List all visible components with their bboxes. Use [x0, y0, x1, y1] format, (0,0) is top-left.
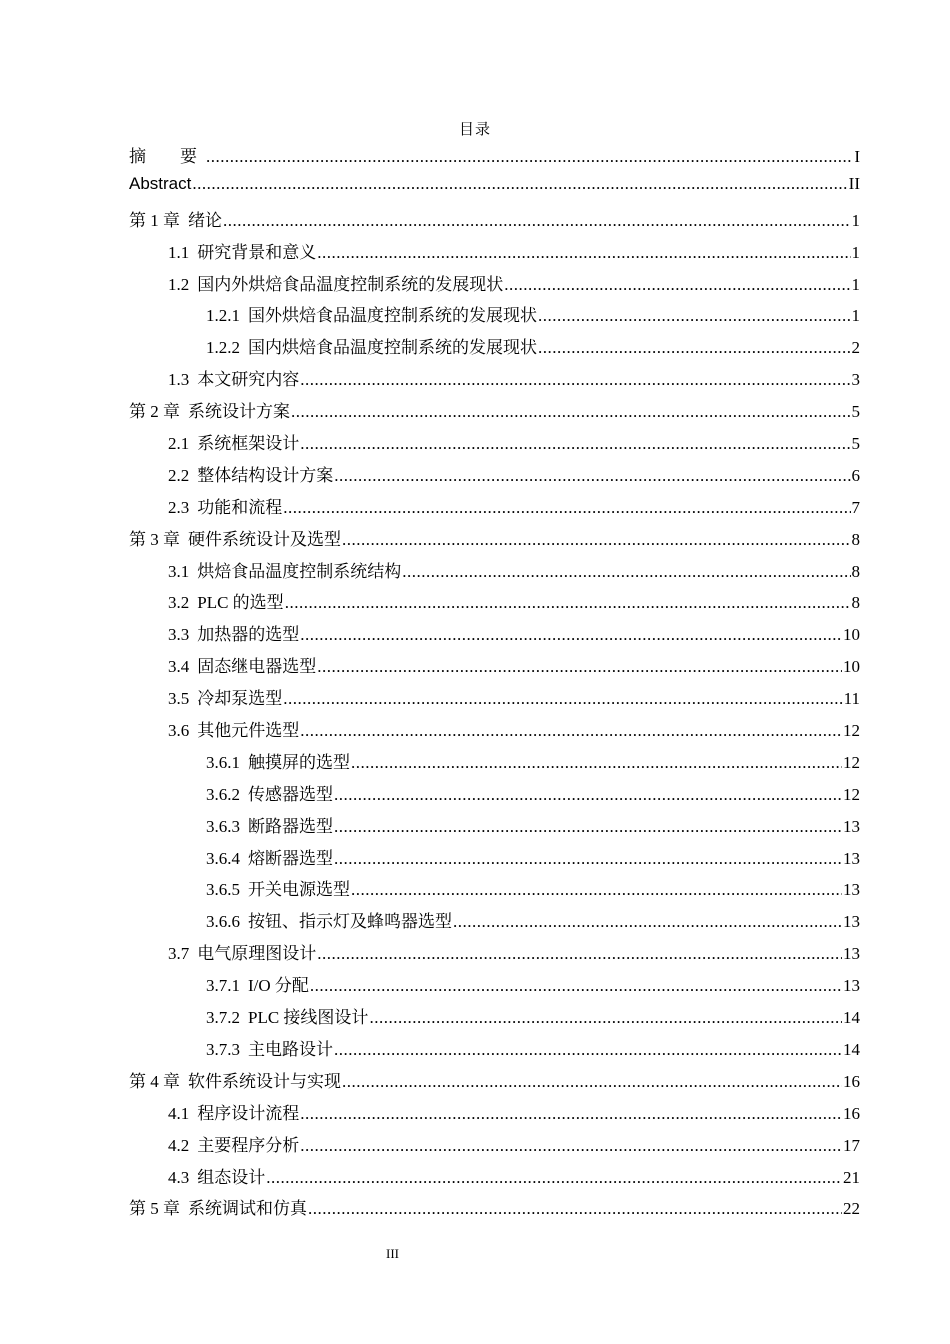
dot-leader — [334, 817, 842, 837]
dot-leader — [317, 657, 842, 677]
dot-leader — [310, 976, 842, 996]
toc-entry-title: I/O 分配 — [248, 976, 309, 996]
toc-entry-title: 绪论 — [188, 210, 222, 230]
dot-leader — [317, 243, 850, 263]
toc-entry-title: 功能和流程 — [197, 497, 283, 517]
dot-leader — [308, 1199, 842, 1219]
dot-leader — [334, 785, 842, 805]
toc-entry-title: PLC 的选型 — [197, 593, 284, 613]
toc-entry-title: 主要程序分析 — [197, 1135, 300, 1155]
dot-leader — [317, 944, 842, 964]
toc-entry[interactable] — [129, 1194, 860, 1226]
toc-entry-number: 1.1 — [168, 242, 190, 262]
toc-entry[interactable] — [129, 1163, 860, 1195]
toc-entry[interactable] — [129, 557, 860, 589]
toc-entry-page: 13 — [843, 976, 860, 996]
toc-entry-number: 3.7.3 — [206, 1039, 240, 1059]
toc-entry-page: I — [854, 147, 860, 166]
dot-leader — [300, 1104, 842, 1124]
dot-leader — [538, 306, 851, 326]
toc-entry[interactable] — [129, 652, 860, 684]
toc-entry[interactable] — [129, 429, 860, 461]
toc-entry-title: 程序设计流程 — [197, 1103, 300, 1123]
page-number-footer: III — [386, 1246, 399, 1261]
toc-entry[interactable] — [129, 333, 860, 365]
dot-leader — [342, 530, 851, 550]
toc-entry-title: 研究背景和意义 — [197, 242, 317, 262]
dot-leader — [453, 912, 842, 932]
table-of-contents — [129, 142, 860, 1226]
toc-entry[interactable] — [129, 1035, 860, 1067]
toc-entry-number: 摘 要 — [129, 147, 197, 166]
toc-entry[interactable] — [129, 875, 860, 907]
toc-entry-number: 第 3 章 — [129, 529, 180, 549]
toc-entry-title: 其他元件选型 — [197, 721, 300, 741]
toc-entry-number: 1.2.1 — [206, 306, 240, 326]
dot-leader — [369, 1008, 842, 1028]
toc-entry-title: 传感器选型 — [248, 784, 333, 804]
toc-entry-page: 13 — [843, 848, 860, 868]
toc-entry-title: 整体结构设计方案 — [197, 465, 334, 485]
dot-leader — [192, 174, 847, 194]
dot-leader — [342, 1072, 842, 1092]
toc-entry-page: 8 — [851, 529, 860, 549]
toc-entry[interactable] — [129, 748, 860, 780]
toc-entry[interactable] — [129, 907, 860, 939]
toc-entry[interactable] — [129, 971, 860, 1003]
toc-entry-page: 6 — [851, 465, 860, 485]
toc-entry-number: 1.2.2 — [206, 338, 240, 358]
toc-entry-title: 开关电源选型 — [248, 880, 350, 900]
toc-entry-page: 16 — [843, 1103, 860, 1123]
toc-entry-page: 8 — [851, 593, 860, 613]
toc-entry[interactable] — [129, 493, 860, 525]
toc-entry-page: 5 — [851, 402, 860, 422]
toc-entry-page: 12 — [843, 721, 860, 741]
dot-leader — [351, 880, 842, 900]
dot-leader — [334, 466, 850, 486]
toc-entry-title: 触摸屏的选型 — [248, 752, 350, 772]
toc-entry-page: II — [848, 173, 860, 193]
toc-entry-title: 固态继电器选型 — [197, 657, 317, 677]
toc-entry-page: 5 — [851, 434, 860, 454]
toc-entry-number: 3.2 — [168, 593, 190, 613]
dot-leader — [223, 211, 851, 231]
toc-entry-number: 3.6.1 — [206, 752, 240, 772]
toc-entry-title: 软件系统设计与实现 — [188, 1071, 341, 1091]
toc-entry-number: 3.6.5 — [206, 880, 240, 900]
toc-entry-title: 电气原理图设计 — [197, 944, 317, 964]
toc-entry-number: 3.6.3 — [206, 816, 240, 836]
toc-entry-page: 12 — [843, 752, 860, 772]
toc-entry[interactable] — [129, 588, 860, 620]
toc-entry-title: 冷却泵选型 — [197, 689, 283, 709]
dot-leader — [504, 275, 850, 295]
toc-entry-number: 4.3 — [168, 1167, 190, 1187]
toc-entry-title: 按钮、指示灯及蜂鸣器选型 — [248, 912, 452, 932]
toc-entry-number: 1.3 — [168, 370, 190, 390]
toc-entry-page: 14 — [843, 1008, 860, 1028]
toc-entry-number: 3.6.6 — [206, 912, 240, 932]
toc-entry-page: 13 — [843, 880, 860, 900]
toc-entry-page: 10 — [843, 625, 860, 645]
toc-entry-title: 国外烘焙食品温度控制系统的发展现状 — [248, 306, 537, 326]
dot-leader — [334, 1040, 842, 1060]
toc-entry-number: 第 5 章 — [129, 1199, 180, 1219]
toc-entry[interactable] — [129, 684, 860, 716]
toc-entry-number: 3.7.2 — [206, 1008, 240, 1028]
toc-entry-number: 2.3 — [168, 497, 190, 517]
toc-entry-number: 3.6.4 — [206, 848, 240, 868]
dot-leader — [538, 338, 851, 358]
dot-leader — [300, 721, 842, 741]
toc-entry[interactable] — [129, 301, 860, 333]
toc-entry-page: 13 — [843, 816, 860, 836]
page-title: 目录 — [458, 122, 491, 138]
toc-entry-title: 烘焙食品温度控制系统结构 — [197, 561, 402, 581]
toc-entry-title: 系统框架设计 — [197, 434, 300, 454]
toc-entry-page: 2 — [851, 338, 860, 358]
toc-entry-title: 硬件系统设计及选型 — [188, 529, 341, 549]
toc-entry-title: 国内外烘焙食品温度控制系统的发展现状 — [197, 274, 504, 294]
toc-entry-page: 22 — [843, 1199, 860, 1219]
toc-entry[interactable] — [129, 270, 860, 302]
toc-entry-number: 第 1 章 — [129, 210, 180, 230]
dot-leader — [300, 625, 842, 645]
toc-entry-page: 7 — [851, 497, 860, 517]
toc-entry-number: 2.1 — [168, 434, 190, 454]
toc-entry-page: 14 — [843, 1039, 860, 1059]
toc-entry-title: PLC 接线图设计 — [248, 1008, 369, 1028]
dot-leader — [334, 849, 842, 869]
toc-entry-page: 1 — [851, 306, 860, 326]
toc-entry-page: 16 — [843, 1071, 860, 1091]
toc-entry-title: 熔断器选型 — [248, 848, 333, 868]
toc-entry[interactable] — [129, 206, 860, 238]
dot-leader — [300, 370, 850, 390]
toc-entry-number: 3.6.2 — [206, 784, 240, 804]
toc-entry-page: 3 — [851, 370, 860, 390]
dot-leader — [300, 1136, 842, 1156]
toc-entry-page: 11 — [843, 689, 860, 709]
dot-leader — [351, 753, 842, 773]
toc-entry-page: 1 — [851, 210, 860, 230]
dot-leader — [291, 402, 851, 422]
toc-entry-title: 主电路设计 — [248, 1039, 333, 1059]
toc-entry[interactable] — [129, 397, 860, 429]
dot-leader — [285, 593, 851, 613]
toc-entry[interactable] — [129, 620, 860, 652]
toc-entry[interactable] — [129, 1003, 860, 1035]
toc-entry[interactable] — [129, 1099, 860, 1131]
toc-entry-number: 第 4 章 — [129, 1071, 180, 1091]
toc-entry[interactable] — [129, 525, 860, 557]
dot-leader — [206, 147, 853, 167]
toc-entry-page: 1 — [851, 274, 860, 294]
toc-entry-page: 21 — [843, 1167, 860, 1187]
toc-entry-page: 10 — [843, 657, 860, 677]
toc-entry-page: 8 — [851, 561, 860, 581]
toc-entry-number: 第 2 章 — [129, 402, 180, 422]
toc-entry-page: 1 — [851, 242, 860, 262]
toc-entry-title: 本文研究内容 — [197, 370, 300, 390]
toc-entry-title: 国内烘焙食品温度控制系统的发展现状 — [248, 338, 537, 358]
toc-entry-number: 3.6 — [168, 721, 190, 741]
toc-entry-page: 17 — [843, 1135, 860, 1155]
toc-entry-title: 系统设计方案 — [188, 402, 290, 422]
toc-entry-number: 4.1 — [168, 1103, 190, 1123]
toc-entry-number: 2.2 — [168, 465, 190, 485]
toc-entry-page: 13 — [843, 912, 860, 932]
toc-entry[interactable] — [129, 716, 860, 748]
dot-leader — [402, 562, 850, 582]
dot-leader — [300, 434, 850, 454]
toc-entry[interactable] — [129, 461, 860, 493]
toc-entry-title: 系统调试和仿真 — [188, 1199, 307, 1219]
toc-entry[interactable] — [129, 238, 860, 270]
dot-leader — [283, 689, 842, 709]
toc-entry[interactable] — [129, 780, 860, 812]
toc-entry-title: 加热器的选型 — [197, 625, 300, 645]
toc-entry-number: 3.4 — [168, 657, 190, 677]
toc-entry-page: 13 — [843, 944, 860, 964]
dot-leader — [266, 1168, 842, 1188]
toc-entry-number: 3.3 — [168, 625, 190, 645]
toc-entry-number: 3.7.1 — [206, 976, 240, 996]
toc-entry-page: 12 — [843, 784, 860, 804]
toc-entry[interactable] — [129, 844, 860, 876]
toc-entry-number: 3.7 — [168, 944, 190, 964]
toc-entry[interactable] — [129, 142, 860, 174]
toc-entry[interactable] — [129, 174, 860, 206]
toc-entry-title: 断路器选型 — [248, 816, 333, 836]
toc-entry-number: 4.2 — [168, 1135, 190, 1155]
toc-entry-number: 3.5 — [168, 689, 190, 709]
toc-entry-title: 组态设计 — [197, 1167, 266, 1187]
toc-entry-title: Abstract — [129, 173, 192, 193]
toc-entry-number: 1.2 — [168, 274, 190, 294]
toc-entry[interactable] — [129, 1067, 860, 1099]
toc-entry[interactable] — [129, 1131, 860, 1163]
toc-entry[interactable] — [129, 812, 860, 844]
toc-entry[interactable] — [129, 365, 860, 397]
dot-leader — [283, 498, 850, 518]
toc-entry-number: 3.1 — [168, 561, 190, 581]
toc-entry[interactable] — [129, 939, 860, 971]
